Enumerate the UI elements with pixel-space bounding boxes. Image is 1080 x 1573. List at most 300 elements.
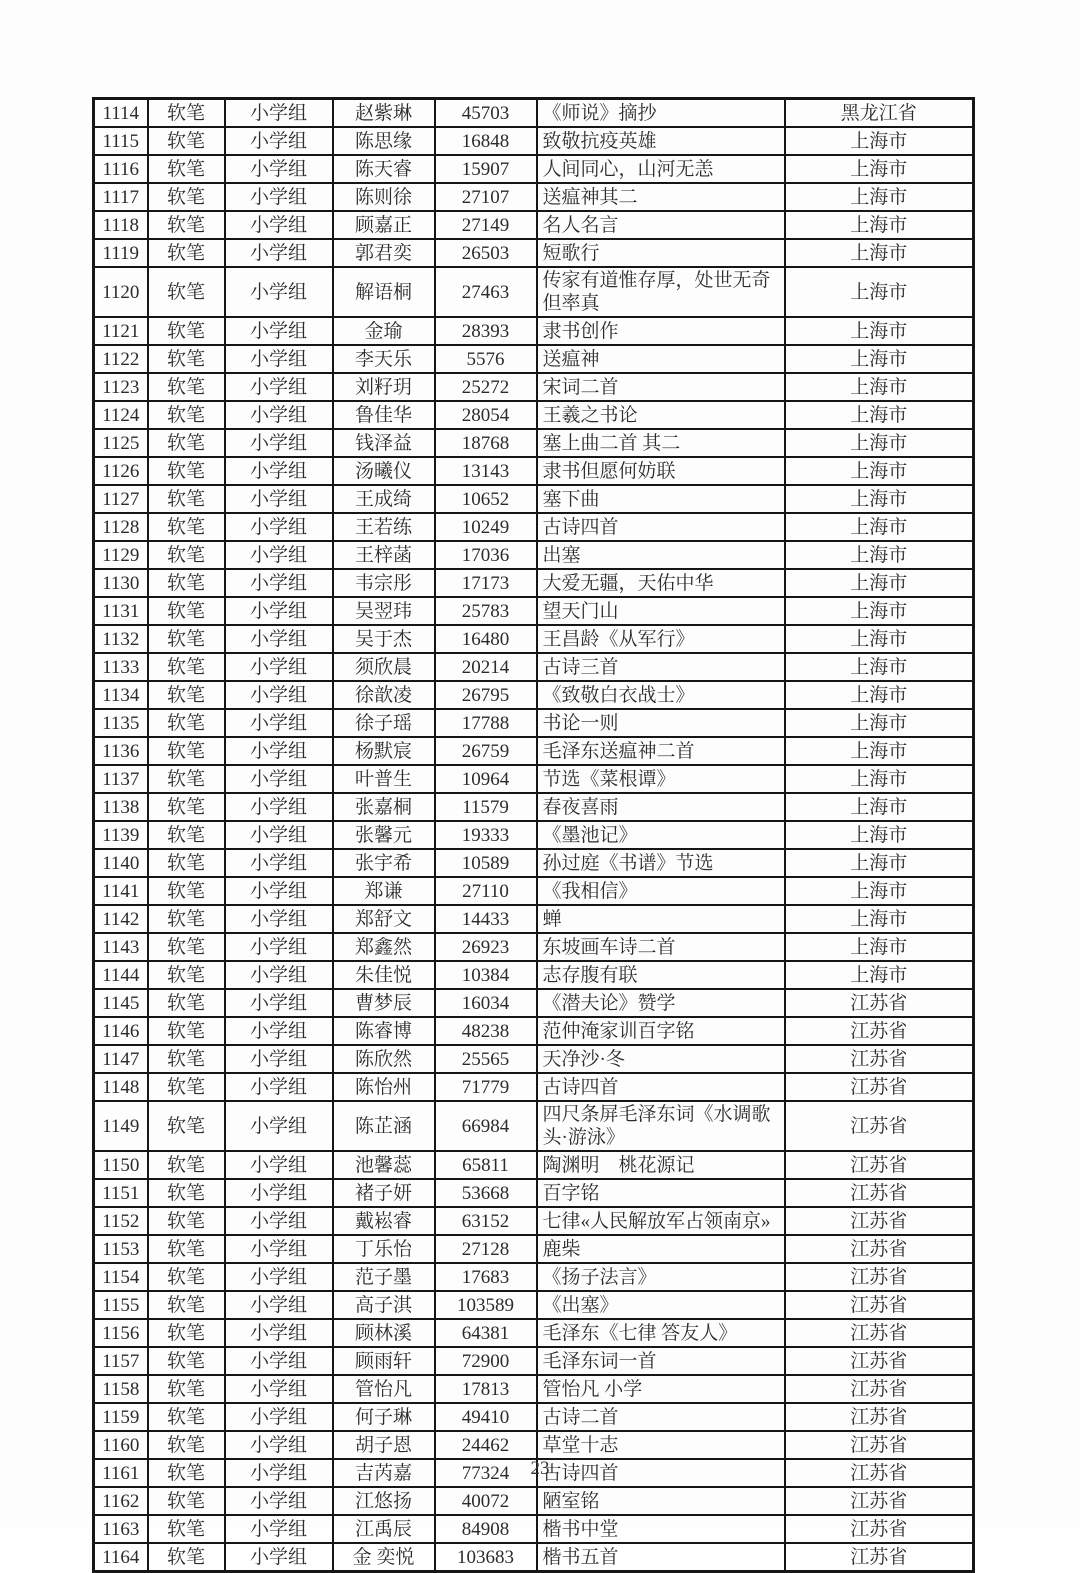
- cell-province: 上海市: [785, 155, 974, 183]
- cell-province: 上海市: [785, 401, 974, 429]
- table-row: [94, 681, 974, 709]
- cell-pen-type: 软笔: [148, 1347, 225, 1375]
- cell-name: 解语桐: [333, 267, 435, 317]
- cell-group: 小学组: [225, 1045, 333, 1073]
- cell-work-title: 传家有道惟存厚，处世无奇但率真: [537, 267, 785, 317]
- table-row: [94, 1403, 974, 1431]
- cell-no: 1132: [94, 625, 148, 653]
- cell-province: 上海市: [785, 239, 974, 267]
- table-row: [94, 849, 974, 877]
- cell-name: 郑鑫然: [333, 933, 435, 961]
- cell-work-title: 鹿柴: [537, 1235, 785, 1263]
- cell-province: 上海市: [785, 457, 974, 485]
- cell-name: 顾嘉正: [333, 211, 435, 239]
- cell-province: 江苏省: [785, 1045, 974, 1073]
- cell-no: 1140: [94, 849, 148, 877]
- cell-group: 小学组: [225, 211, 333, 239]
- cell-province: 上海市: [785, 709, 974, 737]
- cell-group: 小学组: [225, 99, 333, 128]
- cell-group: 小学组: [225, 877, 333, 905]
- table-row: [94, 1515, 974, 1543]
- cell-province: 上海市: [785, 681, 974, 709]
- cell-entry-id: 25783: [435, 597, 537, 625]
- cell-no: 1131: [94, 597, 148, 625]
- cell-province: 上海市: [785, 429, 974, 457]
- cell-entry-id: 10384: [435, 961, 537, 989]
- cell-work-title: 陶渊明 桃花源记: [537, 1151, 785, 1179]
- cell-name: 范子墨: [333, 1263, 435, 1291]
- cell-province: 上海市: [785, 485, 974, 513]
- cell-no: 1121: [94, 317, 148, 345]
- cell-group: 小学组: [225, 653, 333, 681]
- cell-name: 钱泽益: [333, 429, 435, 457]
- cell-work-title: 古诗四首: [537, 1459, 785, 1487]
- table-row: [94, 709, 974, 737]
- cell-entry-id: 20214: [435, 653, 537, 681]
- cell-group: 小学组: [225, 127, 333, 155]
- cell-pen-type: 软笔: [148, 737, 225, 765]
- cell-entry-id: 27107: [435, 183, 537, 211]
- cell-entry-id: 45703: [435, 99, 537, 128]
- cell-entry-id: 77324: [435, 1459, 537, 1487]
- cell-name: 韦宗彤: [333, 569, 435, 597]
- table-row: [94, 765, 974, 793]
- cell-no: 1154: [94, 1263, 148, 1291]
- cell-pen-type: 软笔: [148, 1459, 225, 1487]
- cell-no: 1115: [94, 127, 148, 155]
- cell-entry-id: 16034: [435, 989, 537, 1017]
- cell-province: 江苏省: [785, 1151, 974, 1179]
- cell-no: 1153: [94, 1235, 148, 1263]
- cell-no: 1137: [94, 765, 148, 793]
- table-row: [94, 401, 974, 429]
- cell-group: 小学组: [225, 597, 333, 625]
- cell-group: 小学组: [225, 1179, 333, 1207]
- cell-work-title: 人间同心，山河无恙: [537, 155, 785, 183]
- cell-group: 小学组: [225, 961, 333, 989]
- cell-name: 江悠扬: [333, 1487, 435, 1515]
- cell-entry-id: 66984: [435, 1101, 537, 1151]
- cell-name: 叶普生: [333, 765, 435, 793]
- cell-pen-type: 软笔: [148, 1151, 225, 1179]
- cell-pen-type: 软笔: [148, 1515, 225, 1543]
- cell-province: 上海市: [785, 849, 974, 877]
- cell-province: 江苏省: [785, 1207, 974, 1235]
- cell-entry-id: 48238: [435, 1017, 537, 1045]
- cell-name: 丁乐怡: [333, 1235, 435, 1263]
- cell-entry-id: 26759: [435, 737, 537, 765]
- cell-pen-type: 软笔: [148, 485, 225, 513]
- table-row: [94, 1179, 974, 1207]
- cell-work-title: 天净沙·冬: [537, 1045, 785, 1073]
- cell-entry-id: 27110: [435, 877, 537, 905]
- table-row: [94, 597, 974, 625]
- cell-no: 1157: [94, 1347, 148, 1375]
- cell-no: 1117: [94, 183, 148, 211]
- table-row: [94, 513, 974, 541]
- cell-name: 杨默宸: [333, 737, 435, 765]
- cell-group: 小学组: [225, 457, 333, 485]
- table-row: [94, 653, 974, 681]
- table-row: [94, 1263, 974, 1291]
- cell-work-title: 出塞: [537, 541, 785, 569]
- cell-pen-type: 软笔: [148, 317, 225, 345]
- cell-work-title: 古诗二首: [537, 1403, 785, 1431]
- cell-no: 1164: [94, 1543, 148, 1572]
- cell-work-title: 楷书中堂: [537, 1515, 785, 1543]
- cell-work-title: 大爱无疆，天佑中华: [537, 569, 785, 597]
- cell-group: 小学组: [225, 1459, 333, 1487]
- cell-entry-id: 71779: [435, 1073, 537, 1101]
- cell-pen-type: 软笔: [148, 681, 225, 709]
- cell-province: 江苏省: [785, 989, 974, 1017]
- table-row: [94, 1235, 974, 1263]
- cell-province: 上海市: [785, 345, 974, 373]
- cell-work-title: 草堂十志: [537, 1431, 785, 1459]
- cell-pen-type: 软笔: [148, 933, 225, 961]
- cell-province: 上海市: [785, 513, 974, 541]
- cell-pen-type: 软笔: [148, 1073, 225, 1101]
- table-row: [94, 569, 974, 597]
- page-number: 23: [530, 1458, 550, 1479]
- cell-province: 江苏省: [785, 1515, 974, 1543]
- cell-name: 顾林溪: [333, 1319, 435, 1347]
- cell-no: 1135: [94, 709, 148, 737]
- cell-province: 上海市: [785, 373, 974, 401]
- cell-pen-type: 软笔: [148, 1319, 225, 1347]
- cell-pen-type: 软笔: [148, 793, 225, 821]
- cell-pen-type: 软笔: [148, 1263, 225, 1291]
- cell-pen-type: 软笔: [148, 1207, 225, 1235]
- cell-group: 小学组: [225, 681, 333, 709]
- cell-name: 曹梦辰: [333, 989, 435, 1017]
- results-table-body: [94, 99, 974, 1572]
- table-row: [94, 155, 974, 183]
- cell-work-title: 孙过庭《书谱》节选: [537, 849, 785, 877]
- cell-work-title: 志存腹有联: [537, 961, 785, 989]
- cell-pen-type: 软笔: [148, 401, 225, 429]
- cell-name: 张馨元: [333, 821, 435, 849]
- cell-pen-type: 软笔: [148, 183, 225, 211]
- cell-no: 1136: [94, 737, 148, 765]
- cell-work-title: 名人名言: [537, 211, 785, 239]
- cell-pen-type: 软笔: [148, 653, 225, 681]
- cell-province: 上海市: [785, 877, 974, 905]
- cell-group: 小学组: [225, 317, 333, 345]
- cell-work-title: 蝉: [537, 905, 785, 933]
- cell-no: 1152: [94, 1207, 148, 1235]
- cell-entry-id: 40072: [435, 1487, 537, 1515]
- cell-no: 1134: [94, 681, 148, 709]
- cell-province: 上海市: [785, 317, 974, 345]
- cell-name: 郑谦: [333, 877, 435, 905]
- cell-work-title: 楷书五首: [537, 1543, 785, 1572]
- cell-province: 上海市: [785, 793, 974, 821]
- table-row: [94, 1347, 974, 1375]
- cell-work-title: 七律«人民解放军占领南京»: [537, 1207, 785, 1235]
- table-row: [94, 1017, 974, 1045]
- cell-group: 小学组: [225, 1017, 333, 1045]
- cell-name: 陈思缘: [333, 127, 435, 155]
- cell-no: 1156: [94, 1319, 148, 1347]
- cell-entry-id: 17173: [435, 569, 537, 597]
- cell-group: 小学组: [225, 541, 333, 569]
- cell-no: 1133: [94, 653, 148, 681]
- cell-entry-id: 25272: [435, 373, 537, 401]
- cell-no: 1120: [94, 267, 148, 317]
- cell-no: 1147: [94, 1045, 148, 1073]
- cell-entry-id: 10249: [435, 513, 537, 541]
- cell-province: 上海市: [785, 961, 974, 989]
- cell-pen-type: 软笔: [148, 1045, 225, 1073]
- cell-entry-id: 26795: [435, 681, 537, 709]
- cell-work-title: 毛泽东《七律 答友人》: [537, 1319, 785, 1347]
- cell-work-title: 陋室铭: [537, 1487, 785, 1515]
- cell-pen-type: 软笔: [148, 849, 225, 877]
- cell-no: 1149: [94, 1101, 148, 1151]
- cell-province: 江苏省: [785, 1403, 974, 1431]
- cell-group: 小学组: [225, 239, 333, 267]
- cell-province: 黑龙江省: [785, 99, 974, 128]
- cell-name: 陈芷涵: [333, 1101, 435, 1151]
- cell-group: 小学组: [225, 1403, 333, 1431]
- cell-no: 1127: [94, 485, 148, 513]
- cell-name: 须欣晨: [333, 653, 435, 681]
- cell-province: 江苏省: [785, 1487, 974, 1515]
- table-row: [94, 373, 974, 401]
- table-row: [94, 989, 974, 1017]
- cell-group: 小学组: [225, 1151, 333, 1179]
- cell-work-title: 东坡画车诗二首: [537, 933, 785, 961]
- cell-name: 胡子恩: [333, 1431, 435, 1459]
- cell-name: 江禹辰: [333, 1515, 435, 1543]
- cell-province: 江苏省: [785, 1101, 974, 1151]
- cell-name: 张宇希: [333, 849, 435, 877]
- cell-group: 小学组: [225, 401, 333, 429]
- cell-province: 上海市: [785, 821, 974, 849]
- cell-entry-id: 17036: [435, 541, 537, 569]
- cell-work-title: 古诗三首: [537, 653, 785, 681]
- cell-no: 1151: [94, 1179, 148, 1207]
- cell-name: 戴崧睿: [333, 1207, 435, 1235]
- cell-province: 上海市: [785, 267, 974, 317]
- table-row: [94, 821, 974, 849]
- cell-name: 王若练: [333, 513, 435, 541]
- cell-name: 池馨蕊: [333, 1151, 435, 1179]
- table-row: [94, 183, 974, 211]
- cell-province: 江苏省: [785, 1431, 974, 1459]
- cell-entry-id: 53668: [435, 1179, 537, 1207]
- table-row: [94, 961, 974, 989]
- table-row: [94, 625, 974, 653]
- cell-no: 1119: [94, 239, 148, 267]
- cell-no: 1160: [94, 1431, 148, 1459]
- cell-work-title: 《潜夫论》赞学: [537, 989, 785, 1017]
- cell-name: 朱佳悦: [333, 961, 435, 989]
- cell-entry-id: 14433: [435, 905, 537, 933]
- cell-name: 顾雨轩: [333, 1347, 435, 1375]
- cell-no: 1150: [94, 1151, 148, 1179]
- cell-province: 上海市: [785, 737, 974, 765]
- cell-work-title: 望天门山: [537, 597, 785, 625]
- cell-no: 1123: [94, 373, 148, 401]
- cell-no: 1142: [94, 905, 148, 933]
- cell-name: 金 奕悦: [333, 1543, 435, 1572]
- cell-entry-id: 18768: [435, 429, 537, 457]
- cell-work-title: 百字铭: [537, 1179, 785, 1207]
- cell-group: 小学组: [225, 765, 333, 793]
- cell-name: 陈怡州: [333, 1073, 435, 1101]
- cell-pen-type: 软笔: [148, 1235, 225, 1263]
- cell-pen-type: 软笔: [148, 597, 225, 625]
- cell-group: 小学组: [225, 905, 333, 933]
- cell-province: 江苏省: [785, 1235, 974, 1263]
- cell-no: 1159: [94, 1403, 148, 1431]
- cell-name: 陈睿博: [333, 1017, 435, 1045]
- table-row: [94, 1543, 974, 1572]
- cell-work-title: 管怡凡 小学: [537, 1375, 785, 1403]
- table-row: [94, 905, 974, 933]
- cell-province: 江苏省: [785, 1319, 974, 1347]
- cell-name: 赵紫琳: [333, 99, 435, 128]
- cell-entry-id: 49410: [435, 1403, 537, 1431]
- cell-name: 徐歆凌: [333, 681, 435, 709]
- cell-entry-id: 26503: [435, 239, 537, 267]
- cell-no: 1114: [94, 99, 148, 128]
- cell-name: 吉芮嘉: [333, 1459, 435, 1487]
- cell-work-title: 塞上曲二首 其二: [537, 429, 785, 457]
- cell-no: 1129: [94, 541, 148, 569]
- cell-province: 江苏省: [785, 1263, 974, 1291]
- cell-name: 张嘉桐: [333, 793, 435, 821]
- cell-group: 小学组: [225, 1073, 333, 1101]
- cell-work-title: 古诗四首: [537, 1073, 785, 1101]
- table-row: [94, 457, 974, 485]
- cell-entry-id: 10589: [435, 849, 537, 877]
- cell-work-title: 《我相信》: [537, 877, 785, 905]
- cell-entry-id: 25565: [435, 1045, 537, 1073]
- table-row: [94, 1207, 974, 1235]
- cell-group: 小学组: [225, 989, 333, 1017]
- cell-name: 王成绮: [333, 485, 435, 513]
- cell-entry-id: 26923: [435, 933, 537, 961]
- cell-province: 上海市: [785, 653, 974, 681]
- cell-entry-id: 16480: [435, 625, 537, 653]
- table-row: [94, 1073, 974, 1101]
- cell-no: 1141: [94, 877, 148, 905]
- cell-pen-type: 软笔: [148, 457, 225, 485]
- cell-province: 江苏省: [785, 1347, 974, 1375]
- cell-province: 上海市: [785, 569, 974, 597]
- cell-province: 江苏省: [785, 1291, 974, 1319]
- cell-province: 江苏省: [785, 1375, 974, 1403]
- cell-province: 江苏省: [785, 1073, 974, 1101]
- cell-name: 何子琳: [333, 1403, 435, 1431]
- cell-entry-id: 15907: [435, 155, 537, 183]
- cell-province: 江苏省: [785, 1543, 974, 1572]
- cell-entry-id: 72900: [435, 1347, 537, 1375]
- table-row: [94, 1487, 974, 1515]
- table-row: [94, 99, 974, 128]
- cell-work-title: 王昌龄《从军行》: [537, 625, 785, 653]
- cell-work-title: 古诗四首: [537, 513, 785, 541]
- table-row: [94, 1291, 974, 1319]
- cell-no: 1125: [94, 429, 148, 457]
- cell-province: 上海市: [785, 905, 974, 933]
- cell-name: 郑舒文: [333, 905, 435, 933]
- table-row: [94, 1431, 974, 1459]
- table-row: [94, 267, 974, 317]
- cell-work-title: 春夜喜雨: [537, 793, 785, 821]
- cell-pen-type: 软笔: [148, 1291, 225, 1319]
- cell-no: 1128: [94, 513, 148, 541]
- cell-group: 小学组: [225, 513, 333, 541]
- cell-group: 小学组: [225, 429, 333, 457]
- cell-no: 1146: [94, 1017, 148, 1045]
- cell-pen-type: 软笔: [148, 877, 225, 905]
- cell-work-title: 隶书但愿何妨联: [537, 457, 785, 485]
- cell-group: 小学组: [225, 1235, 333, 1263]
- cell-entry-id: 24462: [435, 1431, 537, 1459]
- cell-no: 1162: [94, 1487, 148, 1515]
- cell-no: 1145: [94, 989, 148, 1017]
- cell-entry-id: 103589: [435, 1291, 537, 1319]
- cell-group: 小学组: [225, 345, 333, 373]
- cell-no: 1124: [94, 401, 148, 429]
- table-row: [94, 239, 974, 267]
- cell-pen-type: 软笔: [148, 1101, 225, 1151]
- cell-entry-id: 28393: [435, 317, 537, 345]
- table-row: [94, 877, 974, 905]
- cell-entry-id: 10964: [435, 765, 537, 793]
- cell-name: 褚子妍: [333, 1179, 435, 1207]
- cell-no: 1122: [94, 345, 148, 373]
- cell-province: 上海市: [785, 625, 974, 653]
- cell-pen-type: 软笔: [148, 961, 225, 989]
- cell-pen-type: 软笔: [148, 625, 225, 653]
- table-row: [94, 127, 974, 155]
- cell-entry-id: 17788: [435, 709, 537, 737]
- cell-work-title: 节选《菜根谭》: [537, 765, 785, 793]
- cell-pen-type: 软笔: [148, 239, 225, 267]
- cell-name: 李天乐: [333, 345, 435, 373]
- cell-no: 1155: [94, 1291, 148, 1319]
- cell-pen-type: 软笔: [148, 821, 225, 849]
- cell-name: 王梓菡: [333, 541, 435, 569]
- cell-name: 吴于杰: [333, 625, 435, 653]
- cell-entry-id: 63152: [435, 1207, 537, 1235]
- cell-pen-type: 软笔: [148, 709, 225, 737]
- table-row: [94, 211, 974, 239]
- cell-group: 小学组: [225, 933, 333, 961]
- cell-work-title: 《墨池记》: [537, 821, 785, 849]
- table-row: [94, 429, 974, 457]
- cell-entry-id: 19333: [435, 821, 537, 849]
- cell-entry-id: 27463: [435, 267, 537, 317]
- cell-pen-type: 软笔: [148, 1487, 225, 1515]
- cell-pen-type: 软笔: [148, 1375, 225, 1403]
- cell-entry-id: 64381: [435, 1319, 537, 1347]
- cell-group: 小学组: [225, 155, 333, 183]
- table-row: [94, 737, 974, 765]
- cell-work-title: 致敬抗疫英雄: [537, 127, 785, 155]
- cell-entry-id: 65811: [435, 1151, 537, 1179]
- table-row: [94, 1151, 974, 1179]
- cell-work-title: 塞下曲: [537, 485, 785, 513]
- cell-pen-type: 软笔: [148, 1403, 225, 1431]
- cell-work-title: 范仲淹家训百字铭: [537, 1017, 785, 1045]
- table-row: [94, 933, 974, 961]
